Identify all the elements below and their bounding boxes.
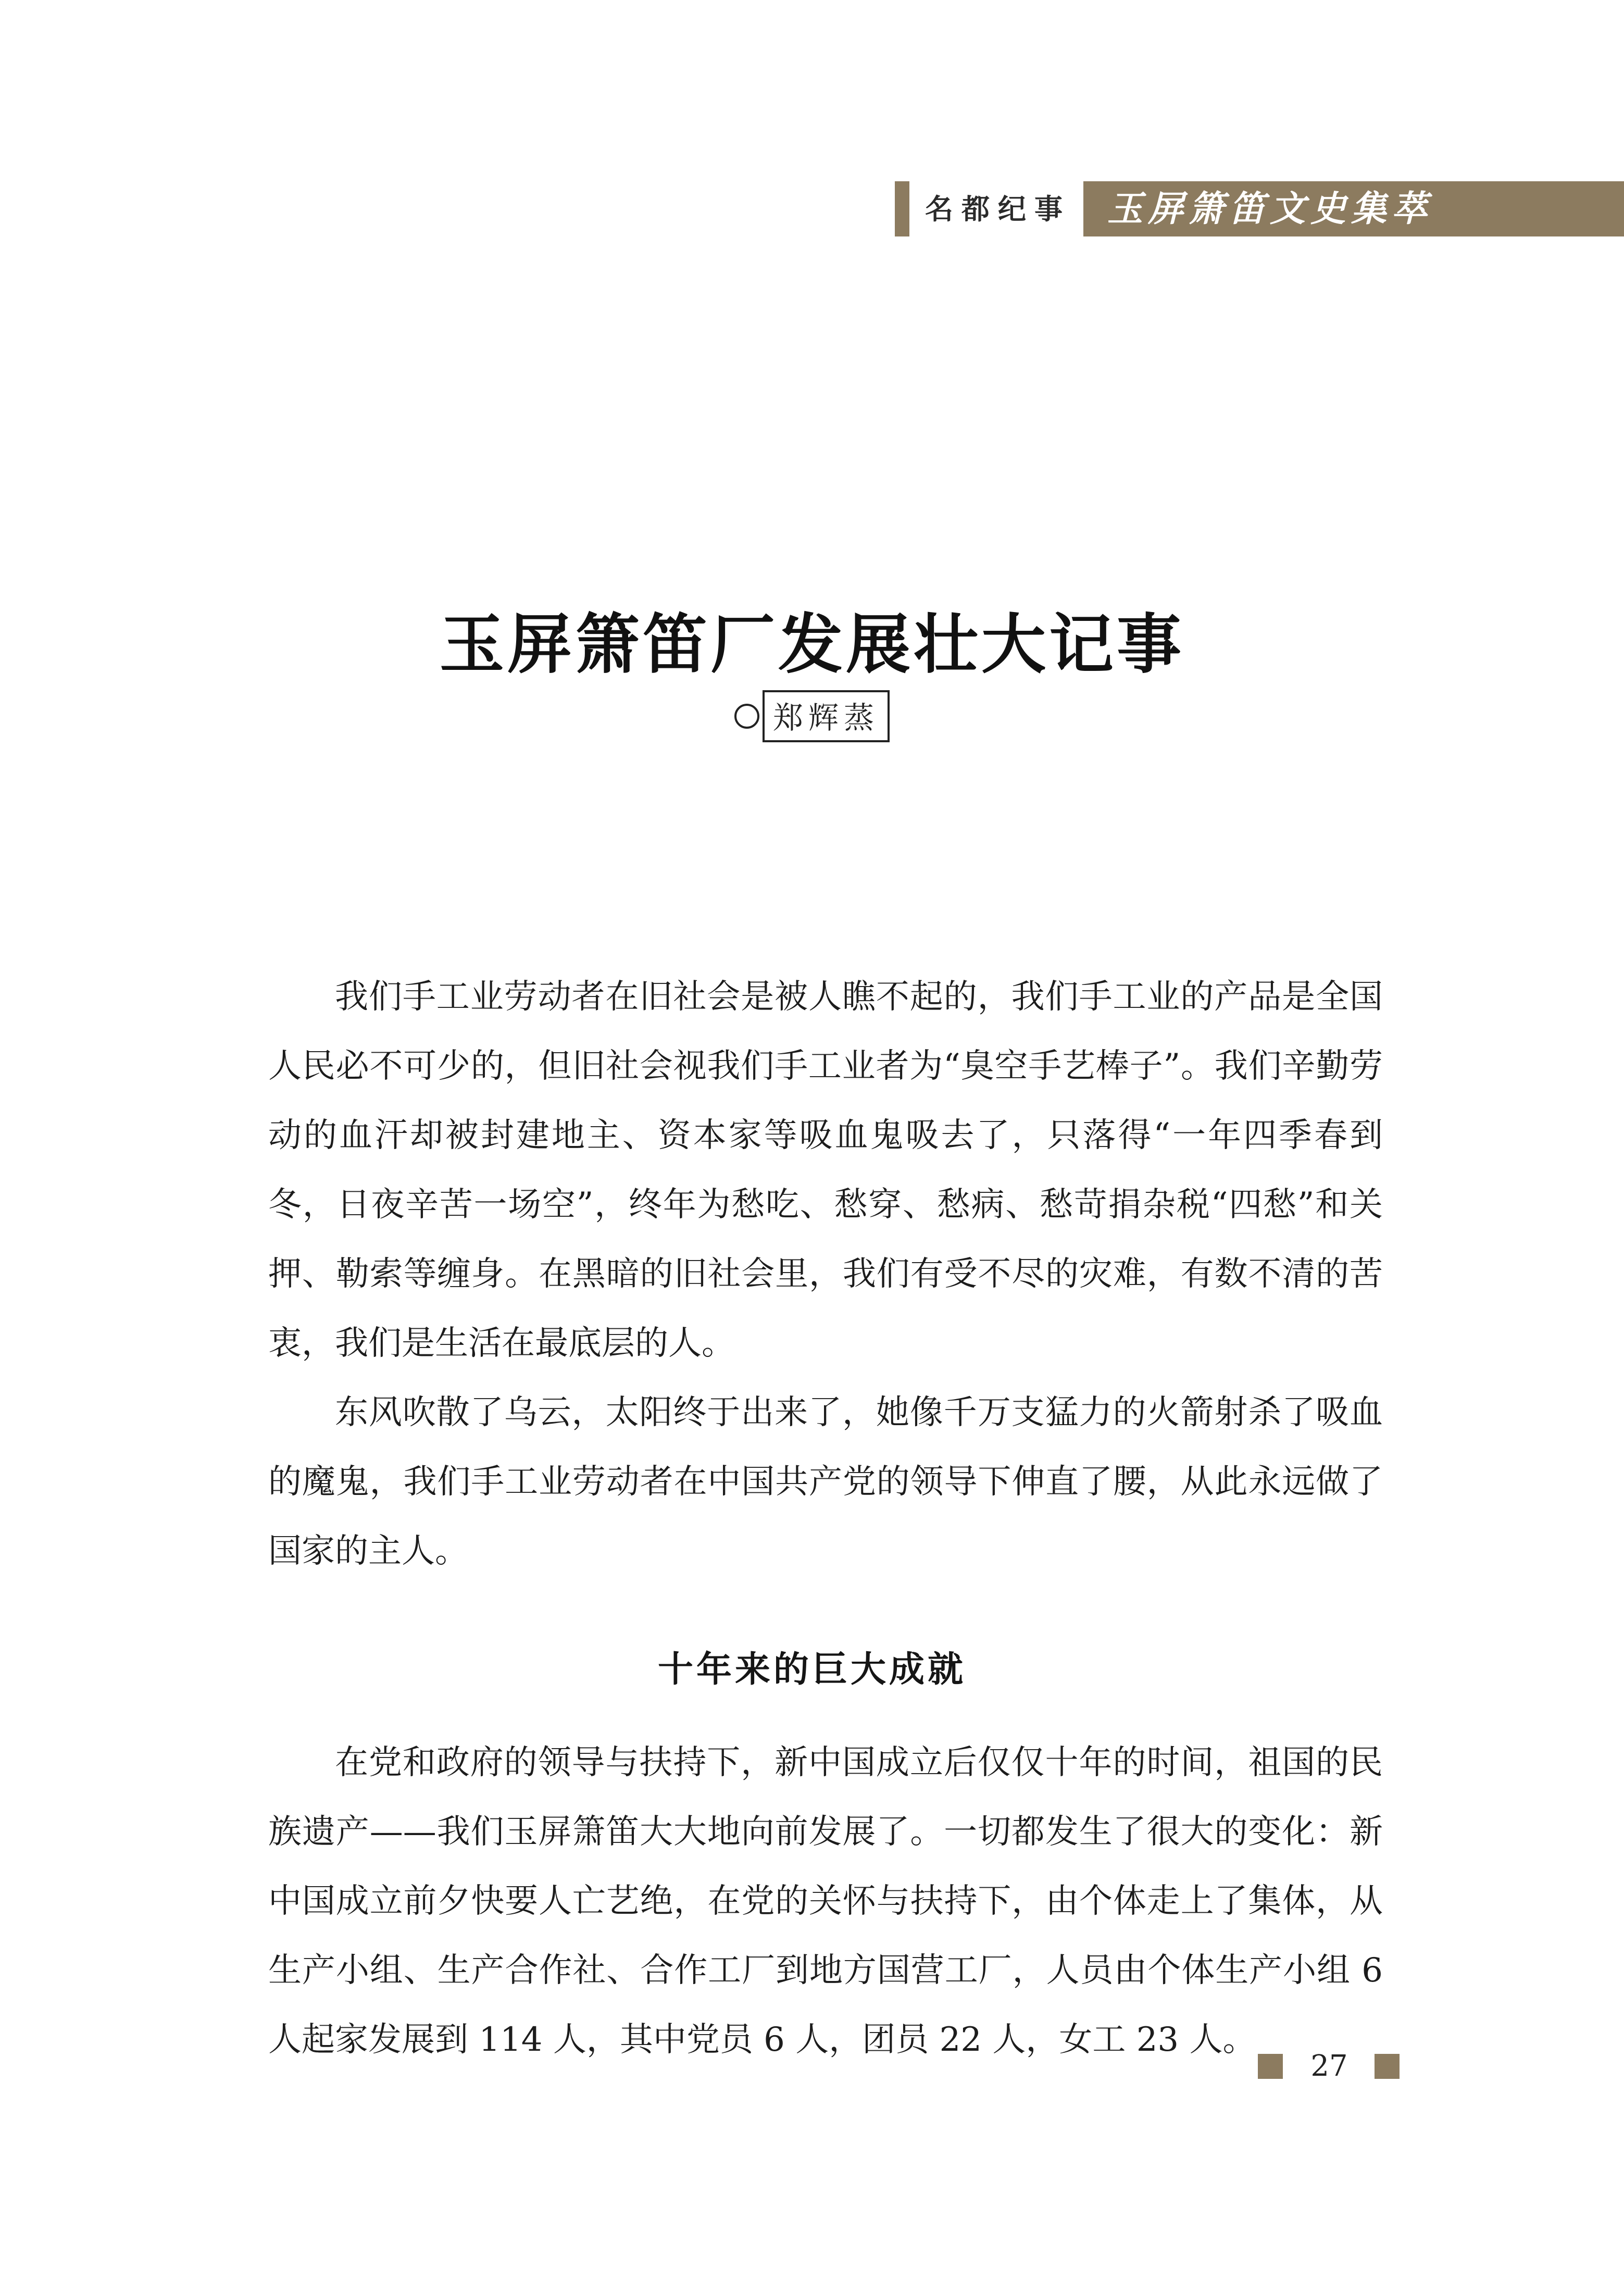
header-accent-bar [895,181,909,236]
article-title: 玉屏箫笛厂发展壮大记事 [439,607,1184,683]
running-header [895,181,1624,236]
paragraph: 东风吹散了乌云，太阳终于出来了，她像千万支猛力的火箭射杀了吸血的魔鬼，我们手工业劳动者在中国共产党的领导下伸直了腰，从此永远做了国家的主人。 [268,1393,1383,1570]
section-text [268,1728,1383,2075]
header-section-label: 名都纪事 [925,192,1071,226]
header-brand-band [1083,181,1624,236]
page-footer [1258,2050,1414,2086]
byline-circle-icon [734,704,759,729]
page-number: 27 [1310,2049,1348,2083]
footer-square-icon [1258,2054,1283,2079]
footer-square-icon [1375,2054,1400,2079]
section-heading: 十年来的巨大成就 [657,1649,966,1691]
header-brand-calligraphy: 玉屏箫笛文史集萃 [1107,188,1433,230]
paragraph: 我们手工业劳动者在旧社会是被人瞧不起的，我们手工业的产品是全国人民必不可少的，但旧社会视我们手工业者为“臭空手艺棒子”。我们辛勤劳动的血汗却被封建地主、资本家等吸血鬼吸去了，只落得“一年四季春到冬，日夜辛苦一场空”，终年为愁吃、愁穿、愁病、愁苛捐杂税“四愁”和关押、勒索等缠身。在黑暗的旧社会里，我们有受不尽的灾难，有数不清的苦衷，我们是生活在最底层的人。 [268,978,1383,1363]
author-name: 郑辉蒸 [763,690,890,742]
intro-text [268,963,1383,1586]
byline [0,690,1624,742]
paragraph: 在党和政府的领导与扶持下，新中国成立后仅仅十年的时间，祖国的民族遗产——我们玉屏箫笛大大地向前发展了。一切都发生了很大的变化：新中国成立前夕快要人亡艺绝，在党的关怀与扶持下，由个体走上了集体，从生产小组、生产合作社、合作工厂到地方国营工厂，人员由个体生产小组 6 人起家发展到 114 人，其中党员 6 人，团员 22 人，女工 23 人。 [268,1743,1383,2059]
